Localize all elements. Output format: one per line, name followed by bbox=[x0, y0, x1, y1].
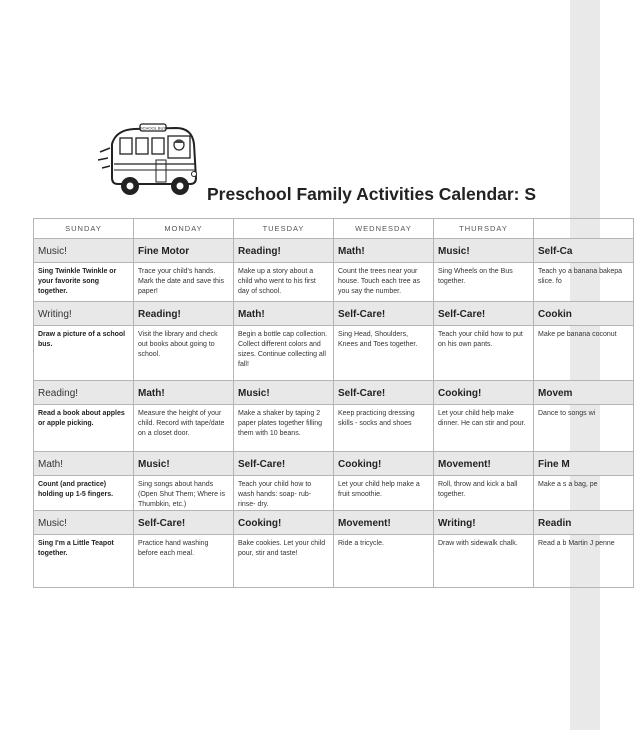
activity-cell: Music! bbox=[134, 452, 234, 476]
activity-cell: Math! bbox=[334, 239, 434, 263]
calendar-table bbox=[33, 218, 634, 588]
details-cell: Make a shaker by taping 2 paper plates together filling them with 10 beans. bbox=[234, 405, 334, 452]
details-row bbox=[34, 535, 634, 588]
day-header: THURSDAY bbox=[434, 219, 534, 239]
details-cell: Draw with sidewalk chalk. bbox=[434, 535, 534, 588]
activity-cell: Cooking! bbox=[334, 452, 434, 476]
details-cell: Let your child help make a fruit smoothie. bbox=[334, 476, 434, 511]
activity-cell: Self-Ca bbox=[534, 239, 634, 263]
activity-cell: Self-Care! bbox=[134, 511, 234, 535]
details-cell: Draw a picture of a school bus. bbox=[34, 326, 134, 381]
activity-cell: Self-Care! bbox=[334, 381, 434, 405]
activity-cell: Math! bbox=[34, 452, 134, 476]
activity-cell: Reading! bbox=[34, 381, 134, 405]
activity-cell: Writing! bbox=[34, 302, 134, 326]
activity-cell: Reading! bbox=[234, 239, 334, 263]
activity-cell: Fine M bbox=[534, 452, 634, 476]
details-row bbox=[34, 476, 634, 511]
activity-cell: Music! bbox=[234, 381, 334, 405]
activity-cell: Reading! bbox=[134, 302, 234, 326]
details-cell: Teach yo a banana bakepa slice. fo bbox=[534, 263, 634, 302]
activity-cell: Fine Motor bbox=[134, 239, 234, 263]
activity-cell: Cooking! bbox=[234, 511, 334, 535]
details-cell: Measure the height of your child. Record with tape/date on a closet door. bbox=[134, 405, 234, 452]
activity-cell: Writing! bbox=[434, 511, 534, 535]
activity-cell: Math! bbox=[234, 302, 334, 326]
details-cell: Bake cookies. Let your child pour, stir and taste! bbox=[234, 535, 334, 588]
details-row bbox=[34, 326, 634, 381]
details-cell: Trace your child's hands. Mark the date and save this paper! bbox=[134, 263, 234, 302]
activity-cell: Cookin bbox=[534, 302, 634, 326]
details-cell: Read a book about apples or apple picking. bbox=[34, 405, 134, 452]
day-header bbox=[534, 219, 634, 239]
page-title: Preschool Family Activities Calendar: S bbox=[207, 184, 537, 204]
activity-cell: Movement! bbox=[334, 511, 434, 535]
activity-row bbox=[34, 239, 634, 263]
details-row bbox=[34, 263, 634, 302]
day-header-row bbox=[34, 219, 634, 239]
activity-cell: Music! bbox=[34, 239, 134, 263]
details-cell: Make up a story about a child who went to his first day of school. bbox=[234, 263, 334, 302]
details-row bbox=[34, 405, 634, 452]
details-cell: Sing I'm a Little Teapot together. bbox=[34, 535, 134, 588]
activity-cell: Self-Care! bbox=[334, 302, 434, 326]
details-cell: Teach your child how to put on his own pants. bbox=[434, 326, 534, 381]
details-cell: Sing Head, Shoulders, Knees and Toes together. bbox=[334, 326, 434, 381]
day-header: TUESDAY bbox=[234, 219, 334, 239]
details-cell: Make a s a bag, pe bbox=[534, 476, 634, 511]
details-cell: Let your child help make dinner. He can stir and pour. bbox=[434, 405, 534, 452]
school-bus-icon bbox=[96, 124, 202, 200]
activity-cell: Music! bbox=[434, 239, 534, 263]
details-cell: Sing Wheels on the Bus together. bbox=[434, 263, 534, 302]
details-cell: Practice hand washing before each meal. bbox=[134, 535, 234, 588]
details-cell: Ride a tricycle. bbox=[334, 535, 434, 588]
day-header: SUNDAY bbox=[34, 219, 134, 239]
details-cell: Keep practicing dressing skills - socks and shoes bbox=[334, 405, 434, 452]
details-cell: Begin a bottle cap collection. Collect different colors and sizes. Continue collecting all fall! bbox=[234, 326, 334, 381]
calendar-table-wrapper bbox=[33, 218, 623, 603]
activity-cell: Readin bbox=[534, 511, 634, 535]
details-cell: Visit the library and check out books about going to school. bbox=[134, 326, 234, 381]
day-header: MONDAY bbox=[134, 219, 234, 239]
details-cell: Teach your child how to wash hands: soap- rub- rinse- dry. bbox=[234, 476, 334, 511]
details-cell: Sing songs about hands (Open Shut Them; Where is Thumbkin, etc.) bbox=[134, 476, 234, 511]
activity-cell: Cooking! bbox=[434, 381, 534, 405]
details-cell: Count (and practice) holding up 1-5 fingers. bbox=[34, 476, 134, 511]
activity-cell: Movement! bbox=[434, 452, 534, 476]
details-cell: Read a b Martin J penne bbox=[534, 535, 634, 588]
activity-cell: Self-Care! bbox=[234, 452, 334, 476]
bus-sign-text: SCHOOL BUS bbox=[139, 125, 167, 131]
activity-cell: Self-Care! bbox=[434, 302, 534, 326]
activity-row bbox=[34, 381, 634, 405]
activity-row bbox=[34, 452, 634, 476]
details-cell: Dance to songs wi bbox=[534, 405, 634, 452]
details-cell: Roll, throw and kick a ball together. bbox=[434, 476, 534, 511]
activity-row bbox=[34, 511, 634, 535]
activity-cell: Movem bbox=[534, 381, 634, 405]
details-cell: Sing Twinkle Twinkle or your favorite song together. bbox=[34, 263, 134, 302]
day-header: WEDNESDAY bbox=[334, 219, 434, 239]
details-cell: Count the trees near your house. Touch each tree as you say the number. bbox=[334, 263, 434, 302]
details-cell: Make pe banana coconut bbox=[534, 326, 634, 381]
activity-cell: Music! bbox=[34, 511, 134, 535]
activity-cell: Math! bbox=[134, 381, 234, 405]
activity-row bbox=[34, 302, 634, 326]
